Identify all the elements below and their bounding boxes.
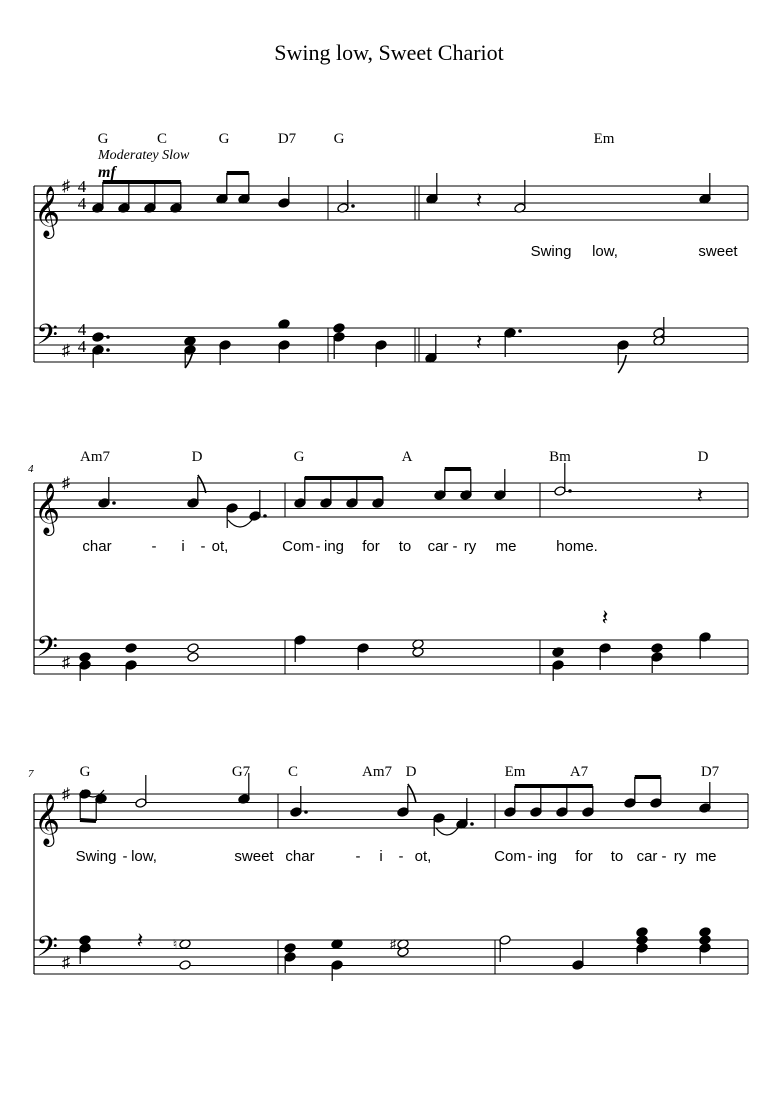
chord-symbol: Em [593,131,615,147]
lyric: - [398,848,404,865]
measure-number: 4 [28,463,34,475]
notehead [125,643,137,654]
quarter-rest-icon: 𝄽 [601,605,609,630]
lyric: - [151,538,157,555]
key-signature-sharp-icon: ♯ [62,178,70,195]
lyric: char [82,538,112,555]
lyric: Com [282,538,314,555]
quarter-rest-icon: 𝄽 [475,330,483,355]
lyric: low, [131,848,157,865]
lyric: - [200,538,206,555]
augmentation-dot [470,822,474,826]
chord-symbol: Am7 [80,449,110,465]
notehead [651,643,663,654]
quarter-rest-icon: 𝄽 [136,928,144,953]
lyric: car [636,848,658,865]
lyric: to [398,538,412,555]
lyric: low, [592,243,618,260]
lyric: car [427,538,449,555]
chord-symbol: G [293,449,305,465]
lyric: sweet [698,243,738,260]
treble-clef-icon: 𝄞 [33,484,61,533]
lyric: - [355,848,361,865]
notehead [333,323,345,334]
notehead [187,643,199,654]
beam [80,820,96,821]
lyric: ry [463,538,477,555]
key-signature-sharp-icon: ♯ [62,475,70,492]
notehead [187,652,199,663]
chord-symbol: D [191,449,203,465]
measure-number: 7 [28,768,34,780]
lyric: i [379,848,383,865]
chord-symbol: G [333,131,345,147]
flag [198,475,206,493]
chord-symbol: G [79,764,91,780]
chord-symbol: Am7 [362,764,392,780]
chord-symbol: C [287,764,299,780]
augmentation-dot [351,204,355,208]
lyric: ing [323,538,345,555]
key-signature-sharp-icon: ♯ [62,654,70,672]
lyric: ing [536,848,558,865]
lyric: ry [673,848,687,865]
chord-symbol: Em [504,764,526,780]
chord-symbol: D7 [277,131,297,147]
chord-symbol: G [218,131,230,147]
lyric: - [122,848,128,865]
bass-clef-icon: 𝄢 [36,932,58,970]
time-signature-bottom: 4 [77,337,87,356]
lyric: Swing [530,243,572,260]
lyric: ot, [414,848,432,865]
key-signature-sharp-icon: ♯ [62,786,70,803]
flag [408,784,416,802]
tempo-marking: Moderatey Slow [98,148,190,163]
lyric: char [285,848,315,865]
lyric: home. [556,538,598,555]
notehead [92,332,104,343]
augmentation-dot [568,489,572,493]
time-signature-top: 4 [77,177,87,196]
score-text [28,131,738,972]
lyric: - [661,848,667,865]
chord-symbol: G [97,131,109,147]
lyric: Swing [75,848,117,865]
lyric: me [495,538,517,555]
chord-symbol: D [405,764,417,780]
score-title: Swing low, Sweet Chariot [274,40,504,65]
key-signature-sharp-icon: ♯ [62,954,70,972]
lyric: - [452,538,458,555]
lyric: sweet [234,848,274,865]
lyric: for [362,538,380,555]
augmentation-dot [304,810,308,814]
slur [228,520,252,527]
time-signature-top: 4 [77,320,87,339]
notehead [179,960,191,971]
chord-symbol: D [697,449,709,465]
chord-symbol: A [401,449,413,465]
bass-clef-icon: 𝄢 [36,632,58,670]
treble-clef-icon: 𝄞 [33,795,61,844]
augmentation-dot [112,501,116,505]
chord-symbol: G7 [231,764,251,780]
chord-symbol: D7 [700,764,720,780]
quarter-rest-icon: 𝄽 [696,483,704,508]
dynamic-marking: mf [98,164,116,181]
lyric: - [315,538,321,555]
lyric: Com [494,848,526,865]
bass-clef-icon: 𝄢 [36,320,58,358]
lyric: i [181,538,185,555]
chord-symbol: Bm [549,449,571,465]
quarter-rest-icon: 𝄽 [475,188,483,213]
time-signature-bottom: 4 [77,194,87,213]
augmentation-dot [518,329,522,333]
natural-sign-icon: ♮ [172,937,178,951]
slur [436,828,458,835]
lyric: me [695,848,717,865]
flag [618,355,626,373]
key-signature-sharp-icon: ♯ [62,342,70,360]
lyric: - [527,848,533,865]
lyric: ot, [211,538,229,555]
augmentation-dot [263,514,267,518]
chord-symbol: A7 [569,764,589,780]
treble-clef-icon: 𝄞 [33,187,61,236]
augmentation-dot [106,348,110,352]
lyric: to [610,848,624,865]
sharp-sign-icon: ♯ [390,937,396,951]
augmentation-dot [106,335,110,339]
lyric: for [575,848,593,865]
chord-symbol: C [156,131,168,147]
notehead [284,943,296,954]
